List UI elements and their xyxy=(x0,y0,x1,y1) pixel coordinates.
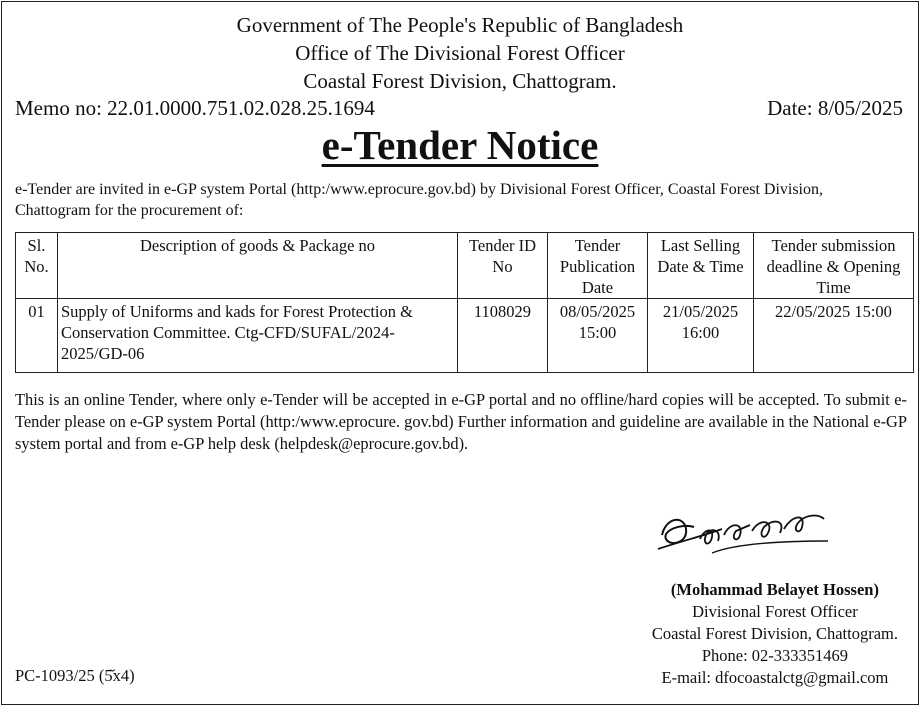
handwritten-signature xyxy=(652,505,842,571)
cell-last-selling: 21/05/2025 16:00 xyxy=(648,299,754,373)
tender-notice-page xyxy=(1,1,919,705)
cell-tender-id: 1108029 xyxy=(458,299,548,373)
col-header-sl: Sl. No. xyxy=(16,233,58,299)
notice-date: Date: 8/05/2025 xyxy=(767,96,903,120)
intro-paragraph: e-Tender are invited in e-GP system Portal (http:/www.eprocure.gov.bd) by Divisional Forest Officer, Coastal Forest Division, Chattogram for the procurement of: xyxy=(15,181,823,219)
instructions-paragraph: This is an online Tender, where only e-Tender will be accepted in e-GP portal and no offline/hard copies will be accepted. To submit e-Tender please on e-GP system Portal (http:/www.eprocure. gov.bd) Further information and guideline are available in the National e-GP system portal and from e-GP help desk (helpdesk@eprocure.gov.bd). xyxy=(15,390,907,453)
header-division: Coastal Forest Division, Chattogram. xyxy=(303,69,617,93)
memo-number: Memo no: 22.01.0000.751.02.028.25.1694 xyxy=(15,96,375,120)
tender-table xyxy=(15,232,914,373)
page-title xyxy=(2,121,918,169)
signatory-designation: Divisional Forest Officer xyxy=(692,602,858,621)
col-header-publication: Tender Publication Date xyxy=(548,233,648,299)
table-header-row xyxy=(16,233,914,299)
header-office: Office of The Divisional Forest Officer xyxy=(295,41,625,65)
header-government: Government of The People's Republic of Bangladesh xyxy=(236,13,684,37)
table-row xyxy=(16,299,914,373)
signatory-phone: Phone: 02-333351469 xyxy=(701,646,849,665)
col-header-last-selling: Last Selling Date & Time xyxy=(648,233,754,299)
title-text: e-Tender Notice xyxy=(321,122,599,168)
col-header-submission: Tender submission deadline & Opening Time xyxy=(754,233,914,299)
signatory-office: Coastal Forest Division, Chattogram. xyxy=(651,624,898,643)
col-header-description: Description of goods & Package no xyxy=(58,233,458,299)
cell-description: Supply of Uniforms and kads for Forest Protection & Conservation Committee. Ctg-CFD/SUFAL/2024-2025/GD-06 xyxy=(58,299,458,373)
signature-block xyxy=(652,579,898,689)
signatory-name: (Mohammad Belayet Hossen) xyxy=(670,580,879,599)
pc-reference: PC-1093/25 (5̆x4) xyxy=(15,666,135,685)
cell-sl: 01 xyxy=(16,299,58,373)
col-header-tender-id: Tender ID No xyxy=(458,233,548,299)
cell-publication: 08/05/2025 15:00 xyxy=(548,299,648,373)
cell-submission: 22/05/2025 15:00 xyxy=(754,299,914,373)
signatory-email: E-mail: dfocoastalctg@gmail.com xyxy=(661,668,889,687)
